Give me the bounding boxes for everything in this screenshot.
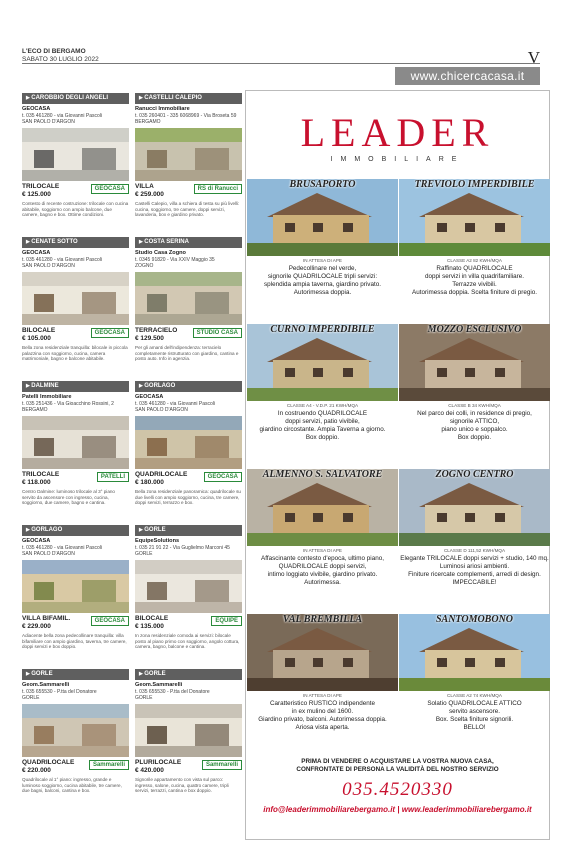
listing-town: ZOGNO	[135, 263, 154, 269]
listing-agency: Ranucci Immobiliare	[135, 106, 190, 112]
photo-window	[313, 223, 323, 232]
listing-summary	[22, 615, 129, 630]
leader-photo-art	[247, 614, 398, 691]
listing-description: Per gli amanti dell'indipendenza: terracielo completamente ristrutturato con giardino, cantina e posto auto. Info in agenzia.	[135, 345, 239, 362]
listing-price: € 118.000	[22, 478, 51, 486]
listing-ad	[135, 525, 242, 665]
listing-line: signorile ATTICO,	[449, 418, 500, 425]
listing-line: In costruendo QUADRILOCALE	[277, 410, 368, 417]
listing-price: € 220.000	[22, 766, 51, 774]
energy-class: IN ATTESA DI APE	[303, 548, 342, 553]
listing-description: In zona residenziale comoda ai servizi: bilocale posto al piano primo con soggiorno, angolo cottura, camera, bagno, balcone e cantina.	[135, 633, 240, 650]
agency-logo: GEOCASA	[91, 616, 129, 626]
leader-listing-title: ALMENNO S. SALVATORE	[262, 469, 383, 480]
listing-ad	[22, 381, 129, 521]
listing-address: t. 035 461280 - via Giovanni Pascoli	[22, 113, 103, 119]
listing-agency: Studio Casa Zogno	[135, 250, 186, 256]
listing-line: Caratteristico RUSTICO indipendente	[270, 700, 375, 707]
publication-name: L'ECO DI BERGAMO	[22, 48, 86, 55]
site-banner[interactable]: www.chicercacasa.it	[395, 67, 540, 85]
photo-floor	[135, 746, 242, 757]
leader-logo	[246, 110, 549, 163]
listing-line: Box doppio.	[305, 434, 340, 441]
photo-furniture	[82, 436, 116, 458]
listing-line: in ex mulino del 1600.	[291, 708, 354, 715]
listing-town: SAN PAOLO D'ARGON	[135, 407, 188, 413]
listing-price: € 129.500	[135, 334, 164, 342]
photo-window	[285, 223, 295, 232]
listing-type: BILOCALE	[135, 615, 169, 622]
leader-listing-description	[247, 265, 398, 297]
listing-ad	[135, 237, 242, 377]
leader-photo-art	[399, 614, 550, 691]
leader-photo	[247, 179, 398, 256]
photo-furniture	[195, 580, 229, 602]
energy-class: IN ATTESA DI APE	[303, 258, 342, 263]
photo-furniture	[195, 292, 229, 314]
listing-summary	[135, 615, 242, 630]
photo-window	[465, 658, 475, 667]
leader-listing-title: ZOGNO CENTRO	[435, 469, 514, 480]
photo-window	[343, 658, 353, 667]
photo-furniture	[82, 148, 116, 170]
listing-price: € 135.000	[135, 622, 164, 630]
agency-logo: STUDIO CASA	[193, 328, 242, 338]
listing-address: t. 035 461280 - via Giovanni Pascoli	[22, 257, 103, 263]
listing-line: signorile QUADRILOCALE tripli servizi:	[267, 273, 378, 280]
photo-garden	[399, 533, 550, 546]
leader-listing-title: BRUSAPORTO	[289, 179, 356, 190]
listing-price: € 420.000	[135, 766, 164, 774]
leader-listing-description	[247, 410, 398, 442]
footer-line-1: PRIMA DI VENDERE O ACQUISTARE LA VOSTRA NUOVA CASA,	[301, 758, 494, 765]
listing-photo	[135, 272, 242, 325]
photo-window	[343, 368, 353, 377]
leader-photo	[247, 614, 398, 691]
listing-line: Autorimessa doppia. Scelta finiture di pregio.	[412, 289, 537, 296]
photo-floor	[135, 314, 242, 325]
listing-photo-art	[135, 272, 242, 325]
listing-type-price	[22, 183, 59, 198]
leader-listing	[399, 469, 550, 613]
listing-line: Autorimessa doppia.	[293, 289, 352, 296]
listing-description: Bella zona residenziale panoramica: quadrilocale su due livelli con ampio soggiorno, cucina, tre camere, doppi servizi, terrazzo e box.	[135, 489, 241, 506]
agency-logo: GEOCASA	[204, 472, 242, 482]
listing-line: Luminosi ariosi ambienti.	[439, 563, 510, 570]
photo-floor	[135, 458, 242, 469]
page-number: V	[527, 48, 540, 67]
listing-line: doppi servizi in villa quadrifamiliare.	[424, 273, 525, 280]
listing-photo	[22, 560, 129, 613]
energy-class: CLASSE A4 - V.D.P. 21 KWH/MQA	[286, 403, 359, 408]
listing-ad	[135, 381, 242, 521]
listing-summary	[22, 183, 129, 198]
listing-address: t. 035 655530 - P.tta del Donatore	[22, 689, 97, 695]
listing-town: BERGAMO	[22, 407, 48, 413]
listing-agency: GEOCASA	[135, 394, 164, 400]
listing-line: BELLO!	[463, 724, 486, 731]
listing-agency: GEOCASA	[22, 538, 51, 544]
leader-photo	[247, 324, 398, 401]
photo-window	[465, 223, 475, 232]
listing-description: Contesto di recente costruzione: trilocale con cucina abitabile, soggiorno con ampio balcone, due camere, bagno e box. Ottime condizioni.	[22, 201, 129, 218]
listing-line: intimo loggiato vivibile, giardino privato.	[267, 571, 378, 578]
listing-town: BERGAMO	[135, 119, 161, 125]
listing-zone: ▶ CENATE SOTTO	[22, 237, 129, 248]
listing-address: t. 035 461280 - via Giovanni Pascoli	[22, 545, 103, 551]
photo-window	[147, 726, 167, 744]
leader-photo-art	[399, 324, 550, 401]
header-rule	[22, 63, 540, 64]
listing-ad	[135, 669, 242, 809]
photo-window	[285, 513, 295, 522]
leader-listing-description	[399, 410, 550, 442]
listing-line: Terrazze vivibili.	[452, 281, 497, 288]
photo-furniture	[195, 724, 229, 746]
leader-photo	[399, 614, 550, 691]
listing-agency: GEOCASA	[22, 106, 51, 112]
listing-town: SAN PAOLO D'ARGON	[22, 263, 75, 269]
listing-type-price	[22, 471, 59, 486]
photo-window	[147, 438, 167, 456]
photo-garden	[399, 678, 550, 691]
listing-type-price	[135, 471, 187, 486]
listing-line: Solatio QUADRILOCALE ATTICO	[427, 700, 522, 707]
photo-furniture	[82, 580, 116, 602]
listing-address: t. 0345 91820 - Via XXIV Maggio 35	[135, 257, 215, 263]
leader-listing-title: TREVIOLO IMPERDIBILE	[414, 179, 535, 190]
leader-photo	[399, 324, 550, 401]
agency-logo: EQUIPE	[211, 616, 242, 626]
listing-agency: Geom.Sammarelli	[22, 682, 70, 688]
leader-photo-art	[247, 179, 398, 256]
listing-town: SAN PAOLO D'ARGON	[22, 551, 75, 557]
agency-logo: GEOCASA	[91, 328, 129, 338]
photo-furniture	[195, 436, 229, 458]
listing-type: TRILOCALE	[22, 183, 60, 190]
masthead	[22, 48, 99, 64]
listing-line: Ariosa vista aperta.	[295, 724, 350, 731]
listing-photo	[22, 272, 129, 325]
publication-date: SABATO 30 LUGLIO 2022	[22, 56, 99, 63]
listing-ad	[22, 93, 129, 233]
photo-window	[437, 223, 447, 232]
listing-zone: ▶ CASTELLI CALEPIO	[135, 93, 242, 104]
leader-logo-sub: IMMOBILIARE	[330, 156, 465, 163]
photo-window	[34, 582, 54, 600]
listing-description: Adiacente bella zona pedecollinare tranquilla: villa bifamiliare con ampio giardino, taverna, tre camere, doppi servizi e box doppio.	[22, 633, 127, 650]
listing-summary	[135, 327, 242, 342]
energy-class: IN ATTESA DI APE	[303, 693, 342, 698]
listing-line: servito ascensore.	[448, 708, 501, 715]
listing-photo	[22, 704, 129, 757]
photo-window	[437, 658, 447, 667]
listing-type-price	[135, 759, 181, 774]
photo-window	[34, 150, 54, 168]
listing-price: € 105.000	[22, 334, 51, 342]
photo-window	[147, 150, 167, 168]
listing-photo-art	[22, 704, 129, 757]
photo-floor	[22, 314, 129, 325]
leader-listing-description	[399, 700, 550, 732]
listing-line: Box doppio.	[457, 434, 492, 441]
listing-photo	[22, 128, 129, 181]
photo-window	[313, 658, 323, 667]
leader-advert	[245, 90, 550, 840]
photo-window	[313, 368, 323, 377]
listing-photo	[135, 704, 242, 757]
agency-logo: PATELLI	[97, 472, 129, 482]
leader-listing-title: CURNO IMPERDIBILE	[270, 324, 375, 335]
leader-photo-art	[399, 179, 550, 256]
photo-garden	[399, 388, 550, 401]
listing-agency: Geom.Sammarelli	[135, 682, 183, 688]
photo-window	[313, 513, 323, 522]
leader-listing-title: SANTOMOBONO	[435, 614, 514, 625]
listing-description: Centro Dalmine: luminoso trilocale al 3° piano servito da ascensore con ingresso, cucina, soggiorno, due camere, bagno e cantina.	[22, 489, 115, 506]
photo-window	[437, 513, 447, 522]
footer-line-2: CONFRONTATE DI PERSONA LA VALIDITÀ DEL NOSTRO SERVIZIO	[296, 766, 499, 773]
photo-garden	[247, 388, 398, 401]
photo-window	[34, 438, 54, 456]
listing-description: Bella zona residenziale tranquilla: bilocale in piccola palazzina con soggiorno, cucina, camera matrimoniale, bagno e balcone abitabile.	[22, 345, 128, 362]
listing-photo-art	[22, 560, 129, 613]
leader-listing	[399, 324, 550, 468]
photo-window	[34, 726, 54, 744]
leader-listing	[247, 179, 398, 323]
listing-summary	[135, 759, 242, 774]
leader-photo-art	[247, 469, 398, 546]
listing-price: € 259.000	[135, 190, 164, 198]
listing-type-price	[22, 759, 74, 774]
listing-description: Quadrilocale al 1° piano: ingresso, grande e luminoso soggiorno, cucina abitabile, tre camere, due bagni, balconi, cantina e box.	[22, 777, 122, 794]
photo-window	[465, 368, 475, 377]
listing-town: GORLE	[135, 695, 153, 701]
listing-line: QUADRILOCALE doppi servizi,	[278, 563, 367, 570]
listing-type-price	[135, 183, 164, 198]
listing-type: BILOCALE	[22, 327, 56, 334]
photo-floor	[22, 602, 129, 613]
photo-window	[285, 368, 295, 377]
listing-zone: ▶ COSTA SERINA	[135, 237, 242, 248]
listing-line: Nel parco dei colli, in residence di pregio,	[417, 410, 532, 417]
leader-website[interactable]: info@leaderimmobiliarebergamo.it | www.leaderimmobiliarebergamo.it	[263, 805, 532, 814]
listing-type: QUADRILOCALE	[135, 471, 188, 478]
leader-photo	[399, 469, 550, 546]
leader-listing	[247, 469, 398, 613]
photo-window	[147, 582, 167, 600]
leader-listing-description	[399, 555, 550, 587]
photo-floor	[135, 170, 242, 181]
photo-floor	[135, 602, 242, 613]
energy-class: CLASSE A2 82 KWH/MQA	[447, 258, 502, 263]
listing-line: Finiture ricercate complementi, arredi di design.	[408, 571, 541, 578]
leader-listing	[247, 614, 398, 758]
listing-photo-art	[22, 272, 129, 325]
leader-listing	[399, 614, 550, 758]
listing-address: t. 035 260401 - 335 6068969 - Via Broseta 59	[135, 113, 237, 119]
listing-description: Signorile appartamento con vista sul parco: ingresso, salone, cucina, quattro camere, tripli servizi, terrazzi, cantina e box doppio.	[135, 777, 229, 794]
listing-address: t. 035 655530 - P.tta del Donatore	[135, 689, 210, 695]
agency-logo: RS di Ranucci	[194, 184, 242, 194]
listing-line: Affascinante contesto d'epoca, ultimo piano,	[261, 555, 384, 562]
listing-price: € 125.000	[22, 190, 51, 198]
photo-furniture	[82, 292, 116, 314]
listing-line: piano unico e soppalco.	[441, 426, 508, 433]
listing-agency: EquipeSolutions	[135, 538, 180, 544]
listing-town: GORLE	[135, 551, 153, 557]
listing-photo-art	[135, 416, 242, 469]
energy-class: CLASSE A2 74 KWH/MQA	[447, 693, 502, 698]
photo-window	[495, 223, 505, 232]
photo-window	[34, 294, 54, 312]
listing-line: doppi servizi, patio vivibile,	[285, 418, 360, 425]
listing-photo	[135, 416, 242, 469]
listing-type: TRILOCALE	[22, 471, 60, 478]
photo-garden	[247, 533, 398, 546]
listing-summary	[135, 183, 242, 198]
agency-logo: GEOCASA	[91, 184, 129, 194]
leader-photo-art	[399, 469, 550, 546]
listing-photo	[22, 416, 129, 469]
listing-zone: ▶ GORLE	[135, 525, 242, 536]
listing-ad	[135, 93, 242, 233]
listing-zone: ▶ GORLE	[22, 669, 129, 680]
photo-furniture	[82, 724, 116, 746]
listing-description: Castelli Calepio, villa a schiera di testa su più livelli: cucina, soggiorno, tre camere, doppi servizi, lavanderia, box e giardino privato.	[135, 201, 240, 218]
photo-garden	[247, 678, 398, 691]
listing-type: VILLA BIFAMIL.	[22, 615, 71, 622]
listing-line: IMPECCABILE!	[452, 579, 497, 586]
leader-phone: 035.4520330	[342, 779, 453, 800]
energy-class: CLASSE B 34 KWH/MQA	[448, 403, 501, 408]
listing-photo-art	[22, 128, 129, 181]
listing-type: PLURILOCALE	[135, 759, 182, 766]
listing-type: TERRACIELO	[135, 327, 178, 334]
leader-photo	[247, 469, 398, 546]
listing-line: Giardino privato, balconi. Autorimessa doppia.	[258, 716, 387, 723]
listing-price: € 229.000	[22, 622, 51, 630]
leader-logo-text: LEADER	[300, 110, 495, 155]
leader-listing-description	[247, 555, 398, 587]
photo-window	[343, 223, 353, 232]
listing-agency: GEOCASA	[22, 250, 51, 256]
photo-window	[465, 513, 475, 522]
listing-address: t. 035 21 91 22 - Via Guglielmo Marconi 45	[135, 545, 230, 551]
listing-line: Pedecollinare nel verde,	[288, 265, 357, 272]
leader-photo-art	[247, 324, 398, 401]
photo-window	[343, 513, 353, 522]
leader-footer-text	[246, 758, 549, 774]
listing-photo-art	[135, 128, 242, 181]
listing-ad	[22, 237, 129, 377]
listing-ad	[22, 669, 129, 809]
listing-line: Autorimessa.	[304, 579, 341, 586]
listing-town: SAN PAOLO D'ARGON	[22, 119, 75, 125]
listing-agency: Patelli Immobiliare	[22, 394, 72, 400]
photo-floor	[22, 170, 129, 181]
listing-address: t. 035 461280 - via Giovanni Pascoli	[135, 401, 216, 407]
leader-listing-description	[399, 265, 550, 297]
listing-line: Elegante TRILOCALE doppi servizi + studio, 140 mq.	[400, 555, 549, 562]
listing-type: VILLA	[135, 183, 154, 190]
photo-garden	[399, 243, 550, 256]
leader-listing	[399, 179, 550, 323]
photo-garden	[247, 243, 398, 256]
photo-window	[495, 513, 505, 522]
listing-photo	[135, 128, 242, 181]
listing-type-price	[135, 615, 168, 630]
listing-line: giardino circostante. Ampia Taverna a giorno.	[259, 426, 386, 433]
leader-listing-description	[247, 700, 398, 732]
listing-summary	[22, 759, 129, 774]
listing-type: QUADRILOCALE	[22, 759, 75, 766]
listing-type-price	[135, 327, 177, 342]
leader-photo	[399, 179, 550, 256]
photo-window	[285, 658, 295, 667]
listing-line: Raffinato QUADRILOCALE	[436, 265, 513, 272]
listing-summary	[22, 471, 129, 486]
photo-window	[437, 368, 447, 377]
listing-price: € 180.000	[135, 478, 164, 486]
photo-window	[495, 368, 505, 377]
leader-listing-title: VAL BREMBILLA	[282, 614, 363, 625]
agency-logo: Sammarelli	[89, 760, 129, 770]
listing-photo-art	[22, 416, 129, 469]
listing-zone: ▶ CAROBBIO DEGLI ANGELI	[22, 93, 129, 104]
listing-photo-art	[135, 704, 242, 757]
listing-summary	[135, 471, 242, 486]
listing-type-price	[22, 615, 70, 630]
listing-photo-art	[135, 560, 242, 613]
listing-line: Box. Scelta finiture signorili.	[435, 716, 514, 723]
listing-zone: ▶ GORLE	[135, 669, 242, 680]
photo-furniture	[195, 148, 229, 170]
energy-class: CLASSE D 111,52 KWH/MQA	[443, 548, 506, 553]
listing-line: splendida ampia taverna, giardino privato.	[264, 281, 381, 288]
listing-zone: ▶ DALMINE	[22, 381, 129, 392]
photo-floor	[22, 458, 129, 469]
listing-summary	[22, 327, 129, 342]
listing-type-price	[22, 327, 55, 342]
leader-listing	[247, 324, 398, 468]
listing-ad	[22, 525, 129, 665]
photo-floor	[22, 746, 129, 757]
listing-town: GORLE	[22, 695, 40, 701]
leader-listing-title: MOZZO ESCLUSIVO	[427, 324, 522, 335]
photo-window	[495, 658, 505, 667]
agency-logo: Sammarelli	[202, 760, 242, 770]
listing-zone: ▶ GORLAGO	[22, 525, 129, 536]
listing-address: t. 035 251436 - Via Gioacchino Rossini, 2	[22, 401, 114, 407]
photo-window	[147, 294, 167, 312]
listing-photo	[135, 560, 242, 613]
listing-zone: ▶ GORLAGO	[135, 381, 242, 392]
